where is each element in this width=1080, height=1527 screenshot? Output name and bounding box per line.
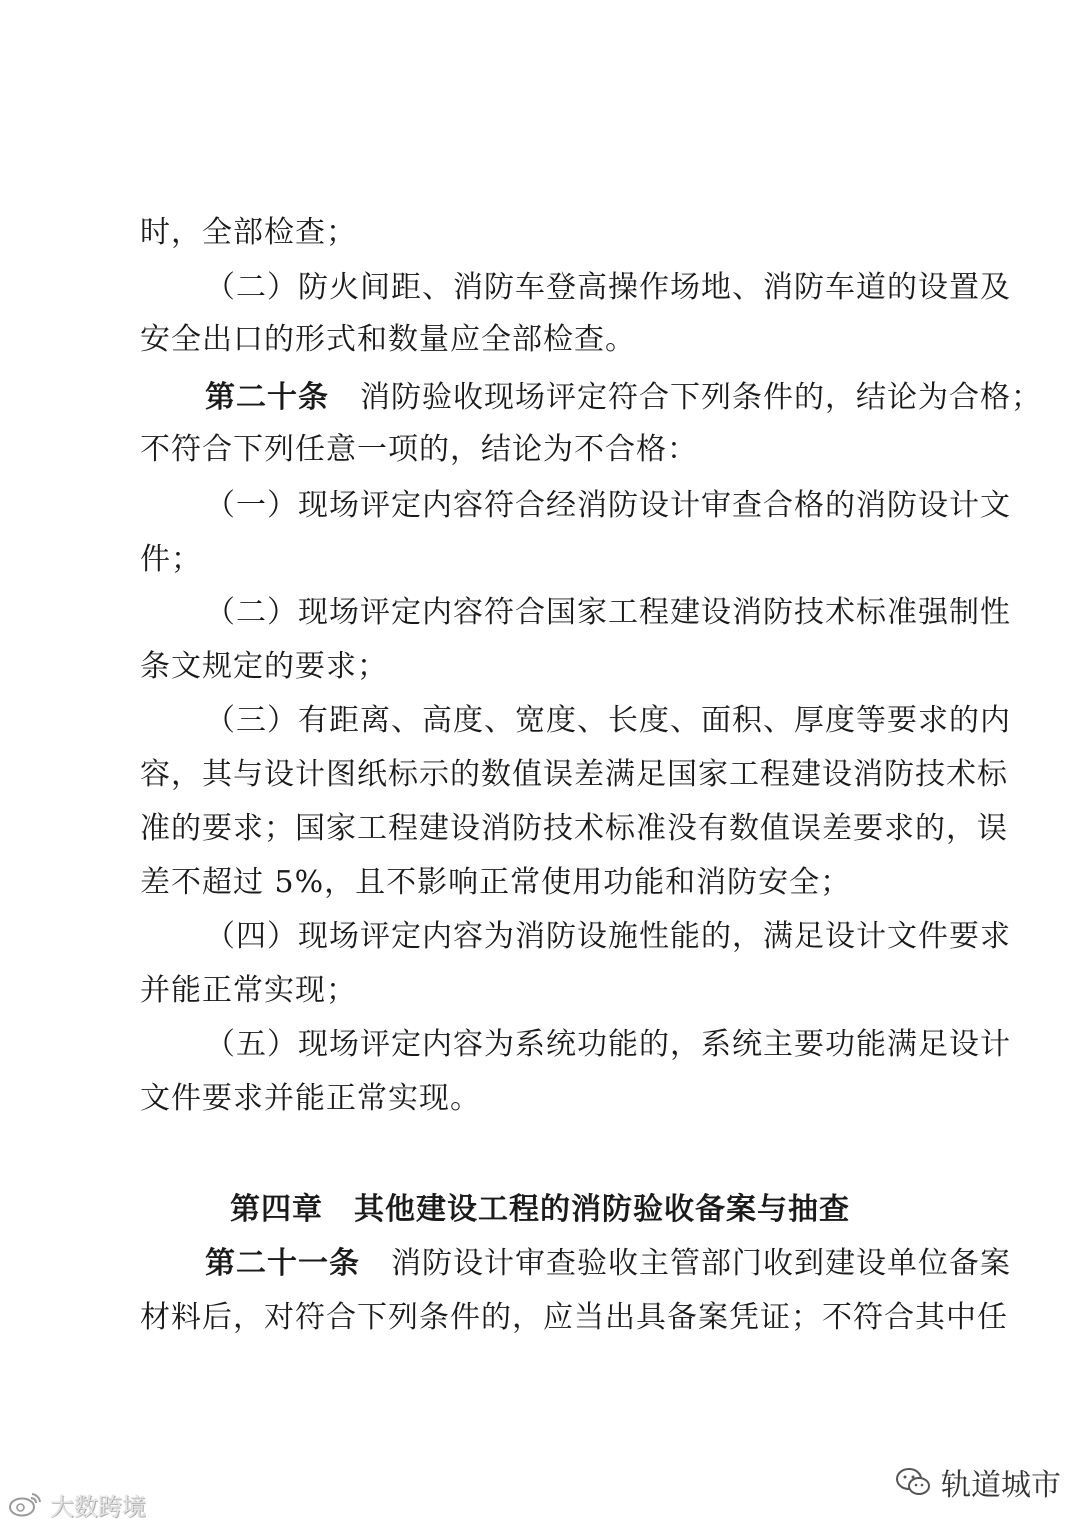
- text-line: 差不超过 5%，且不影响正常使用功能和消防安全；: [140, 865, 852, 900]
- watermark-right: [895, 1462, 1061, 1502]
- text-line: 并能正常实现；: [140, 973, 357, 1008]
- article-20-text: 消防验收现场评定符合下列条件的，结论为合格；: [360, 380, 1042, 415]
- text-line: 条文规定的要求；: [140, 649, 388, 684]
- watermark-left-text: 大数跨境: [50, 1492, 146, 1521]
- text-line: 容，其与设计图纸标示的数值误差满足国家工程建设消防技术标: [140, 757, 1008, 792]
- article-21-label: 第二十一条: [205, 1246, 360, 1281]
- text-line: 材料后，对符合下列条件的，应当出具备案凭证；不符合其中任: [140, 1300, 1008, 1335]
- text-line: 件；: [140, 542, 202, 577]
- text-line: 时，全部检查；: [140, 215, 357, 250]
- article-21-text: 消防设计审查验收主管部门收到建设单位备案: [391, 1246, 1011, 1281]
- watermark-left: [8, 1488, 146, 1520]
- text-line: （一）现场评定内容符合经消防设计审查合格的消防设计文: [205, 488, 1011, 523]
- text-line: （三）有距离、高度、宽度、长度、面积、厚度等要求的内: [205, 703, 1011, 738]
- text-line: 不符合下列任意一项的，结论为不合格：: [140, 432, 698, 467]
- text-line: （二）现场评定内容符合国家工程建设消防技术标准强制性: [205, 595, 1011, 630]
- text-line: 文件要求并能正常实现。: [140, 1081, 481, 1116]
- watermark-right-text: 轨道城市: [941, 1468, 1061, 1503]
- article-20-line: [205, 378, 1042, 418]
- article-21-line: [205, 1244, 1011, 1284]
- chapter-heading: 第四章 其他建设工程的消防验收备案与抽查: [230, 1192, 850, 1227]
- text-line: （四）现场评定内容为消防设施性能的，满足设计文件要求: [205, 919, 1011, 954]
- weibo-icon: [8, 1490, 44, 1518]
- text-line: 准的要求；国家工程建设消防技术标准没有数值误差要求的，误: [140, 811, 1008, 846]
- text-line: （二）防火间距、消防车登高操作场地、消防车道的设置及: [205, 270, 1011, 305]
- text-line: （五）现场评定内容为系统功能的，系统主要功能满足设计: [205, 1027, 1011, 1062]
- text-line: 安全出口的形式和数量应全部检查。: [140, 322, 636, 357]
- article-20-label: 第二十条: [205, 380, 329, 415]
- wechat-icon: [895, 1467, 931, 1497]
